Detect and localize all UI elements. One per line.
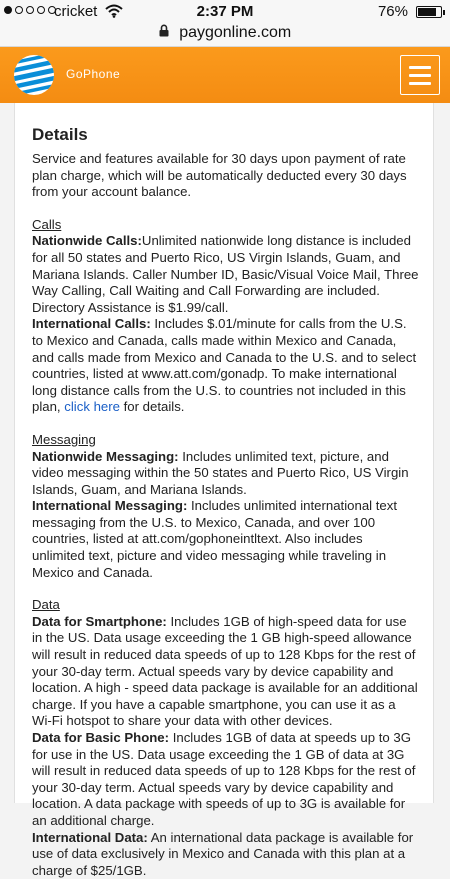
site-header xyxy=(0,47,450,103)
international-calls-text: Includes $.01/minute for calls from the U.S. to Mexico and Canada, calls made within Mexico and Canada, and calls made from Mexico and Canada to the U.S. and to select countries, listed at www.att.com/gonadp. To make international long distance calls from the U.S. to countries not included in this plan, xyxy=(32,316,417,415)
basic-phone-data-text: Includes 1GB of data at speeds up to 3G for use in the US. Data usage exceeding the 1 GB of data at 3G will result in reduced data speeds of up to 128 Kbps for the rest of your 30-day term. Actual speeds vary by device capability and location. A data package with speeds of up to 3G is available for an additional charge. xyxy=(32,730,416,828)
international-data-text: An international data package is available for use of data exclusively in Mexico and Canada with this plan at a charge of $25/1GB. xyxy=(32,829,414,878)
nationwide-calls-text: Unlimited nationwide long distance is included for all 50 states and Puerto Rico, US Virgin Islands, Guam, and Mariana Islands. Caller Number ID, Basic/Visual Voice Mail, Three Way Calling, Call Waiting and Call Forwarding are included. Directory Assistance is $1.99/call. xyxy=(32,233,419,315)
calls-heading: Calls xyxy=(32,216,62,232)
international-calls-after: for details. xyxy=(119,399,185,415)
nationwide-messaging-label: Nationwide Messaging: xyxy=(32,448,179,464)
international-calls-paragraph xyxy=(32,316,419,416)
hamburger-menu-icon[interactable] xyxy=(400,55,440,95)
smartphone-data-text: Includes 1GB of high-speed data for use in the US. Data usage exceeding the 1 GB high-speed allowance will result in reduced data speeds of up to 128 Kbps for the rest of your 30-day term. Actual speeds vary by device capability and location. A high - speed data package is available for an additional charge. If you have a capable smartphone, you can use it as a Wi-Fi hotspot to share your data with other devices. xyxy=(32,613,418,729)
battery-percent: 76% xyxy=(377,3,408,20)
url-bar[interactable] xyxy=(0,24,450,47)
international-calls-label: International Calls: xyxy=(32,316,151,332)
page-title: Details xyxy=(32,125,88,144)
international-data-label: International Data: xyxy=(32,829,148,845)
nationwide-calls-label: Nationwide Calls: xyxy=(32,233,142,249)
international-data-paragraph xyxy=(32,830,419,879)
nationwide-messaging-text: Includes unlimited text, picture, and video messaging within the 50 states and Puerto Rico, US Virgin Islands, Guam, and Mariana Islands. xyxy=(32,448,409,497)
battery-icon xyxy=(416,6,442,18)
url-text[interactable]: paygonline.com xyxy=(179,24,292,41)
messaging-heading: Messaging xyxy=(32,431,96,447)
click-here-link[interactable]: click here xyxy=(64,399,120,415)
international-messaging-text: Includes unlimited international text messaging from the U.S. to Mexico, Canada, and over 100 countries, listed at att.com/gophoneintltext. Also includes unlimited text, picture and video messaging while traveling in Mexico and Canada. xyxy=(32,498,397,580)
basic-phone-data-label: Data for Basic Phone: xyxy=(32,730,170,745)
smartphone-data-label: Data for Smartphone: xyxy=(32,613,167,629)
status-bar xyxy=(0,0,450,24)
carrier-name: cricket xyxy=(54,3,98,20)
international-messaging-paragraph xyxy=(32,498,419,581)
data-heading: Data xyxy=(32,597,60,613)
details-card xyxy=(14,103,434,878)
lock-icon xyxy=(159,24,169,42)
basic-phone-data-paragraph xyxy=(32,730,419,830)
nationwide-messaging-paragraph xyxy=(32,449,419,499)
nationwide-calls-paragraph xyxy=(32,233,419,316)
smartphone-data-paragraph xyxy=(32,614,419,730)
international-messaging-label: International Messaging: xyxy=(32,498,188,514)
att-globe-logo[interactable] xyxy=(12,53,56,97)
clock: 2:37 PM xyxy=(196,3,254,20)
brand-name: GoPhone xyxy=(66,67,121,81)
intro-text: Service and features available for 30 days upon payment of rate plan charge, which will be automatically deducted every 30 days from your account balance. xyxy=(32,151,407,200)
